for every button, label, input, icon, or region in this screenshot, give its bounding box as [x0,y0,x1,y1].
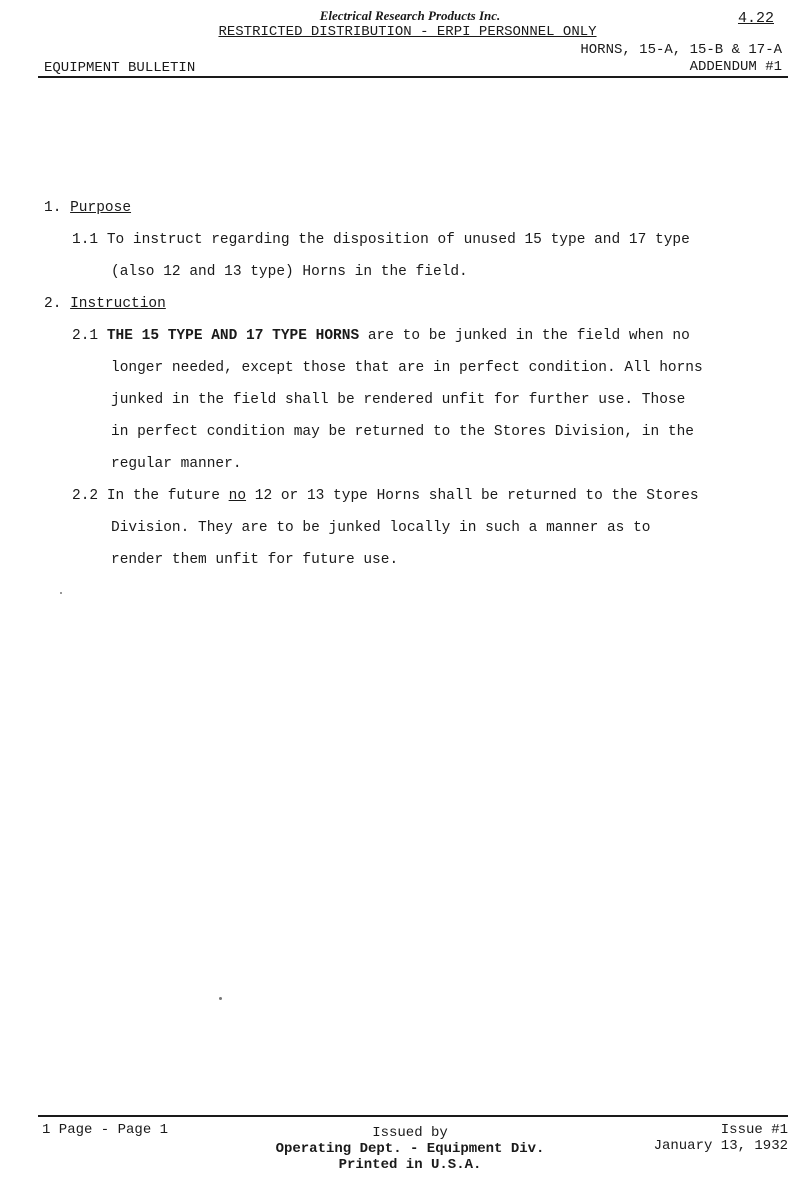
paragraph-number: 2.2 [72,488,99,504]
paragraph-line: (also 12 and 13 type) Horns in the field. [111,264,468,280]
section-number: 1. [44,200,62,216]
paragraph-line [72,488,699,504]
paragraph-line: in perfect condition may be returned to the Stores Division, in the [111,424,694,440]
paragraph-line: longer needed, except those that are in perfect condition. All horns [111,360,703,376]
paragraph-number: 1.1 [72,232,99,248]
issue-block [654,1122,788,1154]
restriction-notice: RESTRICTED DISTRIBUTION - ERPI PERSONNEL ONLY [218,24,597,40]
issue-date: January 13, 1932 [653,1138,788,1154]
issuing-department: Operating Dept. - Equipment Div. [275,1141,545,1157]
paragraph-text: To instruct regarding the disposition of unused 15 type and 17 type [106,232,690,248]
paragraph-text: 12 or 13 type Horns shall be returned to the Stores [246,488,699,504]
section-number: 2. [44,296,62,312]
header-rule [38,76,788,78]
bulletin-type: EQUIPMENT BULLETIN [44,60,196,76]
scan-speck [219,997,222,1000]
issue-number: Issue #1 [720,1122,788,1138]
page-count: 1 Page - Page 1 [42,1122,169,1138]
paragraph-number: 2.1 [72,328,99,344]
section-title: Instruction [70,296,166,312]
paragraph-line [72,232,690,248]
bulletin-subject: HORNS, 15-A, 15-B & 17-A [580,42,782,58]
footer-rule [38,1115,788,1117]
section-heading [44,296,166,312]
paragraph-line [72,328,690,344]
paragraph-line: regular manner. [111,456,242,472]
printed-in: Printed in U.S.A. [338,1157,482,1173]
paragraph-text: are to be junked in the field when no [367,328,690,344]
page-number: 4.22 [737,10,774,27]
addendum-label: ADDENDUM #1 [689,59,782,75]
paragraph-line: render them unfit for future use. [111,552,399,568]
paragraph-text: In the future [106,488,229,504]
paragraph-lead: THE 15 TYPE AND 17 TYPE HORNS [106,328,360,344]
issued-by: Issued by [372,1125,448,1141]
paragraph-line: junked in the field shall be rendered unfit for further use. Those [111,392,686,408]
paragraph-emphasis: no [228,488,247,504]
section-heading [44,200,131,216]
section-title: Purpose [70,200,132,216]
scan-speck [60,592,62,594]
paragraph-line: Division. They are to be junked locally in such a manner as to [111,520,651,536]
company-name: Electrical Research Products Inc. [319,8,501,23]
